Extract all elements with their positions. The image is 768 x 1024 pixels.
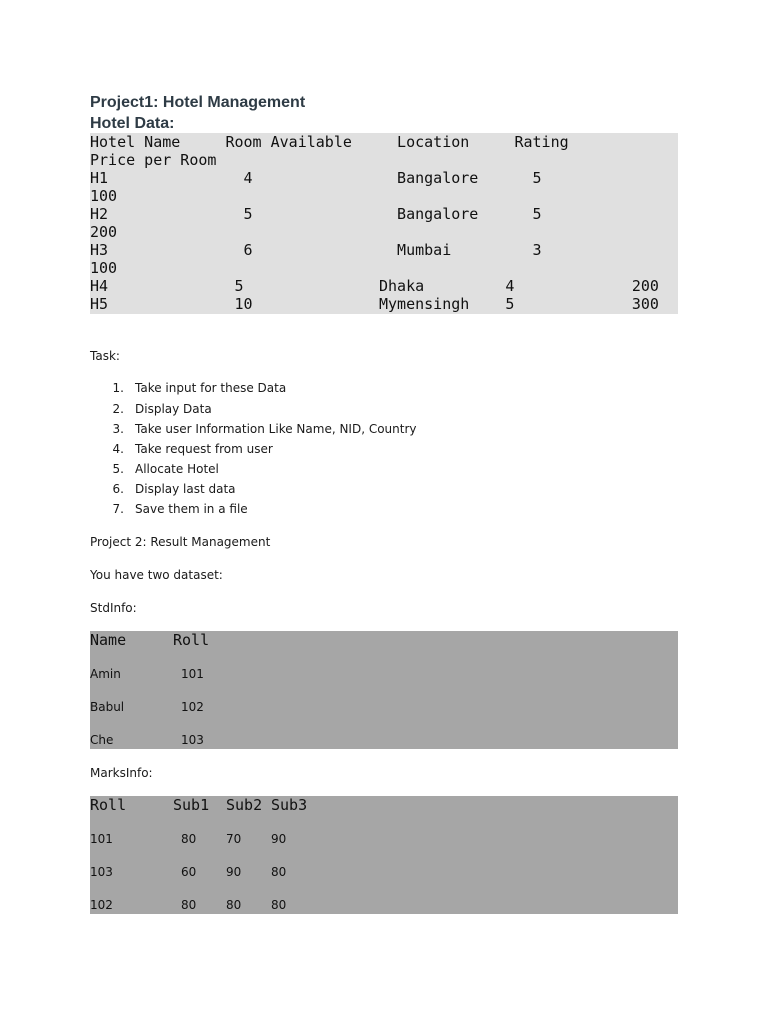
hotel-data-line: H4 5 Dhaka 4 200 <box>90 277 659 295</box>
table-header-cell: Sub1 <box>173 796 210 814</box>
table-cell: 90 <box>271 832 287 846</box>
table-cell: 102 <box>90 898 113 912</box>
marksinfo-table <box>90 796 678 914</box>
list-text: Allocate Hotel <box>135 462 219 476</box>
table-cell: 103 <box>181 733 204 747</box>
list-number: 3. <box>112 422 124 436</box>
table-header-cell: Roll <box>173 631 210 649</box>
dataset-intro: You have two dataset: <box>90 568 223 582</box>
hotel-data-line: 100 <box>90 259 118 277</box>
hotel-data-line: H1 4 Bangalore 5 <box>90 169 542 187</box>
list-text: Display Data <box>135 402 212 416</box>
hotel-data-line: Hotel Name Room Available Location Rating <box>90 133 569 151</box>
table-cell: 101 <box>90 832 113 846</box>
table-cell: 90 <box>226 865 242 879</box>
hotel-data-line: H2 5 Bangalore 5 <box>90 205 542 223</box>
table-cell: 80 <box>181 898 197 912</box>
table-cell: 80 <box>271 898 287 912</box>
list-text: Display last data <box>135 482 236 496</box>
table-header-cell: Sub2 <box>226 796 263 814</box>
marksinfo-label: MarksInfo: <box>90 766 153 780</box>
hotel-data-line: 200 <box>90 223 118 241</box>
table-cell: 102 <box>181 700 204 714</box>
table-cell: Amin <box>90 667 121 681</box>
table-cell: 70 <box>226 832 242 846</box>
list-text: Take user Information Like Name, NID, Country <box>135 422 417 436</box>
list-number: 6. <box>112 482 124 496</box>
table-cell: 80 <box>181 832 197 846</box>
hotel-data-block <box>90 133 678 314</box>
hotel-data-line: Price per Room <box>90 151 217 169</box>
table-cell: 60 <box>181 865 197 879</box>
table-header-cell: Name <box>90 631 127 649</box>
hotel-data-line: 100 <box>90 187 118 205</box>
project1-title: Project1: Hotel Management <box>90 94 306 111</box>
list-text: Take request from user <box>135 442 273 456</box>
table-header-cell: Roll <box>90 796 127 814</box>
table-cell: Babul <box>90 700 125 714</box>
list-number: 5. <box>112 462 124 476</box>
hotel-data-heading: Hotel Data: <box>90 115 175 132</box>
task-label: Task: <box>90 349 120 363</box>
table-cell: 80 <box>271 865 287 879</box>
table-cell: Che <box>90 733 114 747</box>
table-header-cell: Sub3 <box>271 796 308 814</box>
table-cell: 103 <box>90 865 113 879</box>
list-number: 7. <box>112 502 124 516</box>
list-number: 1. <box>112 381 124 395</box>
list-text: Save them in a file <box>135 502 248 516</box>
table-cell: 80 <box>226 898 242 912</box>
table-cell: 101 <box>181 667 204 681</box>
stdinfo-table <box>90 631 678 749</box>
list-number: 2. <box>112 402 124 416</box>
project2-title: Project 2: Result Management <box>90 535 271 549</box>
hotel-data-line: H5 10 Mymensingh 5 300 <box>90 295 659 313</box>
list-number: 4. <box>112 442 124 456</box>
hotel-data-line: H3 6 Mumbai 3 <box>90 241 542 259</box>
stdinfo-label: StdInfo: <box>90 601 137 615</box>
list-text: Take input for these Data <box>135 381 287 395</box>
